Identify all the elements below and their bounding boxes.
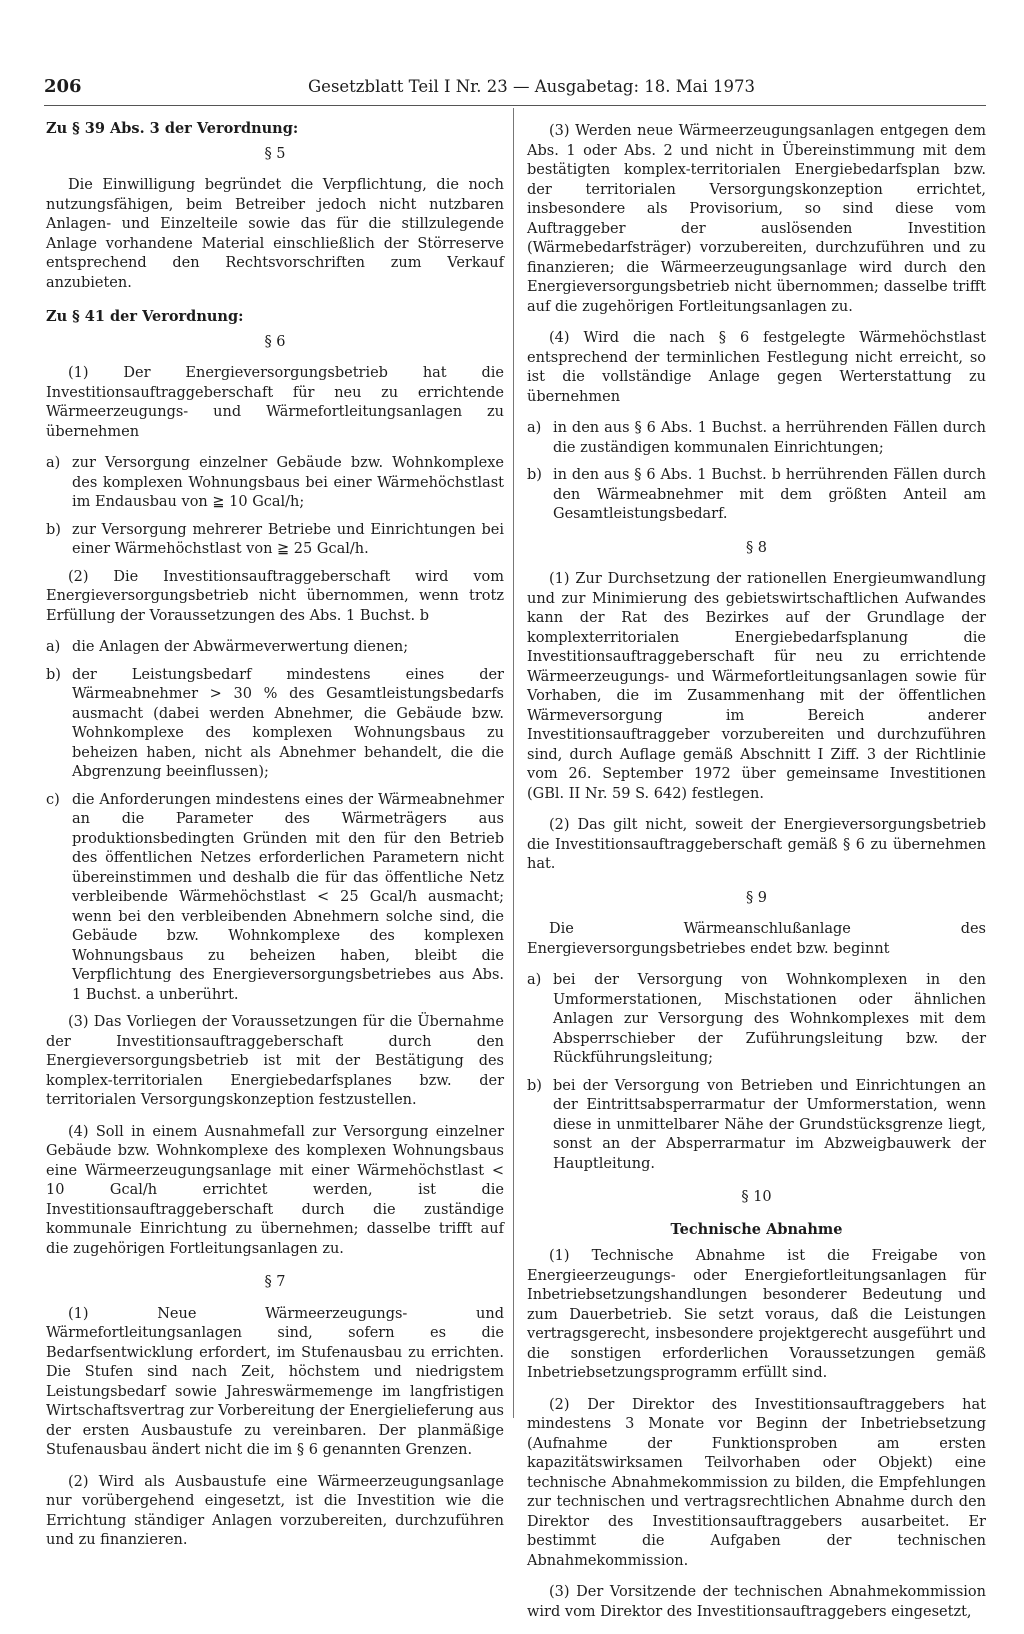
section-10-paragraph-2: (2) Der Direktor des Investitionsauftraggebers hat mindestens 3 Monate vor Beginn der Inbetriebsetzung (Aufnahme der Funktionsproben am ersten kapazitätswirksamen Teilvorhaben oder Objekt) eine technische Abnahmekommission zu bilden, die Empfehlungen zur technischen und vertragsrechtlichen Abnahme durch den Direktor des Investitionsauftraggebers ausarbeitet. Er bestimmt die Aufgaben der technischen Abnahmekommission. xyxy=(527,1396,986,1569)
left-column xyxy=(46,119,504,1563)
header-rule xyxy=(44,105,986,106)
list-item xyxy=(527,466,986,525)
section-6-paragraph-2: (2) Die Investitionsauftraggeberschaft wird vom Energieversorgungsbetrieb nicht übernommen, wenn trotz Erfüllung der Voraussetzungen des Abs. 1 Buchst. b xyxy=(46,568,504,624)
list-item-text: die Anlagen der Abwärmeverwertung dienen; xyxy=(72,639,409,655)
list-item-label: a) xyxy=(527,972,542,988)
section-8-paragraph-1: (1) Zur Durchsetzung der rationellen Energieumwandlung und zur Minimierung des gebietswirtschaftlichen Aufwandes kann der Rat des Bezirkes auf der Grundlage der komplexterritorialen Energiebedarfsplanung die Investitionsauftraggeberschaft für neu zu errichtende Wärmeerzeugungs- und Wärmefortleitungsanlagen sowie für Vorhaben, die im Zusammenhang mit der öffentlichen Wärmeversorgung im Bereich anderer Investitionsauftraggeber vorzubereiten und durchzuführen sind, durch Auflage gemäß Abschnitt I Ziff. 3 der Richtlinie vom 26. September 1972 über gemeinsame Investitionen (GBl. II Nr. 59 S. 642) festlegen. xyxy=(527,571,986,802)
list-item xyxy=(46,666,504,783)
list-item-text: in den aus § 6 Abs. 1 Buchst. a herrührenden Fällen durch die zuständigen kommunalen Einrichtungen; xyxy=(553,420,986,456)
section-8-title: § 8 xyxy=(745,539,768,556)
section-9-title: § 9 xyxy=(745,889,768,906)
list-item-text: die Anforderungen mindestens eines der Wärmeabnehmer an die Parameter des Wärmeträgers aus produktionsbedingten Gründen mit den für den Betrieb des öffentlichen Netzes erforderlichen Parametern nicht übereinstimmen und deshalb die für das öffentliche Netz verbleibende Wärmehöchstlast < 25 Gcal/h ausmacht; wenn bei den verbleibenden Abnehmern solche sind, die Gebäude bzw. Wohnkomplexe des komplexen Wohnungsbaus zu beheizen haben, bleibt die Verpflichtung des Energieversorgungsbetriebes aus Abs. 1 Buchst. a unberührt. xyxy=(72,791,504,1003)
section-10-subtitle: Technische Abnahme xyxy=(670,1220,843,1238)
page-number: 206 xyxy=(44,76,82,97)
list-item-label: c) xyxy=(46,791,60,808)
section-5-title: § 5 xyxy=(264,145,286,162)
list-item-label: b) xyxy=(46,666,61,683)
section-6-paragraph-4: (4) Soll in einem Ausnahmefall zur Versorgung einzelner Gebäude bzw. Wohnkomplexe des komplexen Wohnungsbaus eine Wärmeerzeugungsanlage mit einer Wärmehöchstlast < 10 Gcal/h errichtet werden, ist die Investitionsauftraggeberschaft durch die zuständige kommunale Einrichtung zu übernehmen; dasselbe trifft auf die zugehörigen Fortleitungsanlagen zu. xyxy=(46,1123,504,1257)
list-item xyxy=(46,521,504,560)
section-6-paragraph-3: (3) Das Vorliegen der Voraussetzungen für die Übernahme der Investitionsauftraggeberschaft durch den Energieversorgungsbetrieb ist mit der Bestätigung des komplex-territorialen Energiebedarfsplanes bzw. der territorialen Versorgungskonzeption festzustellen. xyxy=(46,1014,504,1108)
list-item-label: b) xyxy=(527,467,542,483)
list-item-label: a) xyxy=(46,639,61,655)
list-item-text: bei der Versorgung von Betrieben und Einrichtungen an der Eintrittsabsperrarmatur der Umformerstation, wenn diese in unmittelbarer Nähe der Grundstücksgrenze liegt, sonst an der Absperrarmatur im Abzweigbauwerk der Hauptleitung. xyxy=(553,1077,986,1172)
list-item-text: bei der Versorgung von Wohnkomplexen in den Umformerstationen, Mischstationen oder ähnlichen Anlagen zur Versorgung des Wohnkomplexes mit dem Absperrschieber der Zuführungsleitung bzw. der Rückführungsleitung; xyxy=(553,972,986,1066)
section-7-paragraph-3: (3) Werden neue Wärmeerzeugungsanlagen entgegen dem Abs. 1 oder Abs. 2 und nicht in Übereinstimmung mit dem bestätigten komplex-territorialen Energiebedarfsplan bzw. der territorialen Versorgungskonzeption errichtet, insbesondere als Provisorium, so sind diese vom Auftraggeber der auslösenden Investition (Wärmebedarfsträger) vorzubereiten, durchzuführen und zu finanzieren; die Wärmeerzeugungsanlage wird durch den Energieversorgungsbetrieb nicht übernommen; dasselbe trifft auf die zugehörigen Fortleitungsanlagen zu. xyxy=(527,123,986,315)
list-item-text: in den aus § 6 Abs. 1 Buchst. b herrührenden Fällen durch den Wärmeabnehmer mit dem größten Anteil am Gesamtleistungsbedarf. xyxy=(553,467,986,522)
list-item-text: zur Versorgung mehrerer Betriebe und Einrichtungen bei einer Wärmehöchstlast von ≧ 25 Gcal/h. xyxy=(72,521,504,557)
list-item xyxy=(46,638,504,658)
gazette-title: Gesetzblatt Teil I Nr. 23 — Ausgabetag: 18. Mai 1973 xyxy=(308,77,756,96)
list-item-text: der Leistungsbedarf mindestens eines der Wärmeabnehmer > 30 % des Gesamtleistungsbedarfs ausmacht (dabei werden Abnehmer, die Gebäude bzw. Wohnkomplexe des komplexen Wohnungsbaus zu beheizen haben, nicht als Abnehmer behandelt, die die Abgrenzung beeinflussen); xyxy=(72,666,504,780)
list-item-label: b) xyxy=(46,521,61,538)
page-header xyxy=(44,74,984,104)
list-item xyxy=(46,454,504,513)
list-item-text: zur Versorgung einzelner Gebäude bzw. Wohnkomplexe des komplexen Wohnungsbaus bei einer Wärmehöchstlast im Endausbau von ≧ 10 Gcal/h; xyxy=(72,455,504,510)
section-10-paragraph-1: (1) Technische Abnahme ist die Freigabe von Energieerzeugungs- oder Energiefortleitungsanlagen für Inbetriebsetzungshandlungen besonderer Bedeutung und zum Dauerbetrieb. Sie setzt voraus, daß die Leistungen vertragsgerecht, insbesondere projektgerecht ausgeführt und die sonstigen erforderlichen Voraussetzungen gemäß Inbetriebsetzungsprogramm erfüllt sind. xyxy=(527,1248,986,1381)
list-item xyxy=(527,1077,986,1175)
list-item-label: a) xyxy=(46,455,61,471)
section-7-title: § 7 xyxy=(264,1274,286,1290)
section-10-paragraph-3: (3) Der Vorsitzende der technischen Abnahmekommission wird vom Direktor des Investitionsauftraggebers eingesetzt, xyxy=(527,1584,986,1620)
section-6-title: § 6 xyxy=(264,333,286,350)
list-item xyxy=(46,791,504,1006)
list-item-label: b) xyxy=(527,1077,542,1094)
list-item xyxy=(527,971,986,1069)
section-9-paragraph-1: Die Wärmeanschlußanlage des Energieversorgungsbetriebes endet bzw. beginnt xyxy=(527,921,986,957)
section-8-paragraph-2: (2) Das gilt nicht, soweit der Energieversorgungsbetrieb die Investitionsauftraggeberschaft gemäß § 6 zu übernehmen hat. xyxy=(527,817,986,872)
section-5-paragraph-1: Die Einwilligung begründet die Verpflichtung, die noch nutzungsfähigen, beim Betreiber jedoch nicht nutzbaren Anlagen- und Einzelteile sowie das für die stillzulegende Anlage vorhandene Material einschließlich der Störreserve entsprechend den Rechtsvorschriften zum Verkauf anzubieten. xyxy=(46,177,504,291)
section-7-paragraph-2: (2) Wird als Ausbaustufe eine Wärmeerzeugungsanlage nur vorübergehend eingesetzt, ist die Investition wie die Errichtung ständiger Anlagen vorzubereiten, durchzuführen und zu finanzieren. xyxy=(46,1473,504,1548)
zu-39-heading: Zu § 39 Abs. 3 der Verordnung: xyxy=(46,120,299,137)
section-6-paragraph-1: (1) Der Energieversorgungsbetrieb hat die Investitionsauftraggeberschaft für neu zu errichtende Wärmeerzeugungs- und Wärmefortleitungsanlagen zu übernehmen xyxy=(46,365,504,440)
right-column xyxy=(527,122,986,1634)
list-item xyxy=(527,419,986,458)
list-item-label: a) xyxy=(527,420,542,436)
section-7-paragraph-1: (1) Neue Wärmeerzeugungs- und Wärmefortleitungsanlagen sind, sofern es die Bedarfsentwicklung erfordert, im Stufenausbau zu errichten. Die Stufen sind nach Zeit, höchstem und niedrigstem Leistungsbedarf sowie Jahreswärmemenge im langfristigen Wirtschaftsvertrag zur Vorbereitung der Energielieferung aus der ersten Ausbaustufe zu vereinbaren. Der planmäßige Stufenausbau ändert nicht die im § 6 genannten Grenzen. xyxy=(46,1305,504,1458)
section-7-paragraph-4: (4) Wird die nach § 6 festgelegte Wärmehöchstlast entsprechend der terminlichen Festlegung nicht erreicht, so ist die vollständige Anlage gegen Werterstattung zu übernehmen xyxy=(527,330,986,405)
zu-41-heading: Zu § 41 der Verordnung: xyxy=(46,308,244,325)
section-10-title: § 10 xyxy=(741,1189,772,1205)
column-divider xyxy=(513,108,514,1418)
